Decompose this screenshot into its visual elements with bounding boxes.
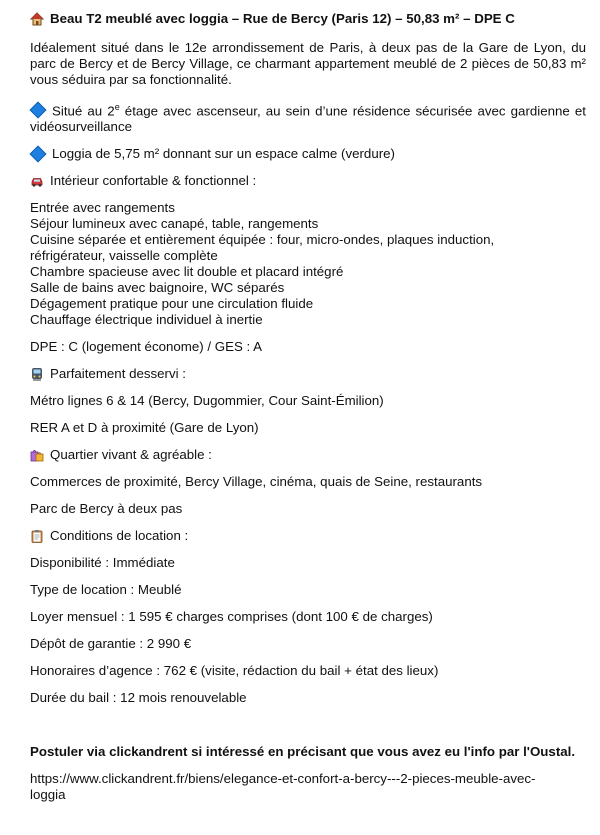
- listing-url-line-2: loggia: [30, 787, 66, 803]
- metro-icon: [30, 367, 44, 381]
- blue-diamond-icon: [30, 102, 47, 119]
- transport-heading: Parfaitement desservi :: [30, 366, 586, 382]
- list-item: Cuisine séparée et entièrement équipée : four, micro-ondes, plaques induction,: [30, 232, 495, 248]
- listing-document: [30, 10, 586, 803]
- lease-text: Durée du bail : 12 mois renouvelable: [30, 690, 247, 706]
- conditions-heading: Conditions de location :: [30, 528, 586, 544]
- area-heading: Quartier vivant & agréable :: [30, 447, 586, 463]
- list-item: Chauffage électrique individuel à inertie: [30, 312, 263, 328]
- rent-text: Loyer mensuel : 1 595 € charges comprises (dont 100 € de charges): [30, 609, 433, 625]
- car-icon: [30, 174, 44, 188]
- area-text-1: Commerces de proximité, Bercy Village, cinéma, quais de Seine, restaurants: [30, 474, 483, 490]
- apply-call-to-action: Postuler via clickandrent si intéressé en précisant que vous avez eu l'info par l'Oustal.: [30, 744, 576, 760]
- clipboard-icon: [30, 529, 44, 543]
- listing-title-row: [30, 10, 586, 28]
- interior-heading: Intérieur confortable & fonctionnel :: [30, 173, 586, 189]
- listing-link[interactable]: [30, 771, 586, 803]
- house-icon: [30, 12, 44, 26]
- deposit-text: Dépôt de garantie : 2 990 €: [30, 636, 192, 652]
- listing-title: Beau T2 meublé avec loggia – Rue de Bercy (Paris 12) – 50,83 m² – DPE C: [50, 11, 515, 26]
- list-item: Entrée avec rangements: [30, 200, 175, 216]
- rer-text: RER A et D à proximité (Gare de Lyon): [30, 420, 259, 436]
- intro-paragraph: Idéalement situé dans le 12e arrondissement de Paris, à deux pas de la Gare de Lyon, du parc de Bercy et de Bercy Village, ce charmant appartement meublé de 2 pièces de 50,83 m² vous séduira par sa fonctionnalité.: [30, 40, 586, 87]
- list-item: Chambre spacieuse avec lit double et placard intégré: [30, 264, 344, 280]
- metro-text: Métro lignes 6 & 14 (Bercy, Dugommier, Cour Saint-Émilion): [30, 393, 384, 409]
- blue-diamond-icon: [30, 146, 47, 163]
- list-item: Séjour lumineux avec canapé, table, rangements: [30, 216, 319, 232]
- highlight-loggia: Loggia de 5,75 m² donnant sur un espace calme (verdure): [30, 146, 586, 162]
- fees-text: Honoraires d’agence : 762 € (visite, rédaction du bail + état des lieux): [30, 663, 439, 679]
- listing-url-line-1: https://www.clickandrent.fr/biens/elegance-et-confort-a-bercy---2-pieces-meuble-avec-: [30, 771, 536, 787]
- list-item: Salle de bains avec baignoire, WC séparés: [30, 280, 285, 296]
- highlight-floor: Situé au 2e étage avec ascenseur, au sein d’une résidence sécurisée avec gardienne et vidéosurveillance: [30, 102, 586, 135]
- interior-list: [30, 200, 586, 328]
- shopping-bags-icon: [30, 448, 44, 462]
- rental-type-text: Type de location : Meublé: [30, 582, 182, 598]
- availability-text: Disponibilité : Immédiate: [30, 555, 175, 571]
- dpe-text: DPE : C (logement économe) / GES : A: [30, 339, 263, 355]
- list-item: réfrigérateur, vaisselle complète: [30, 248, 218, 264]
- list-item: Dégagement pratique pour une circulation fluide: [30, 296, 314, 312]
- area-text-2: Parc de Bercy à deux pas: [30, 501, 183, 517]
